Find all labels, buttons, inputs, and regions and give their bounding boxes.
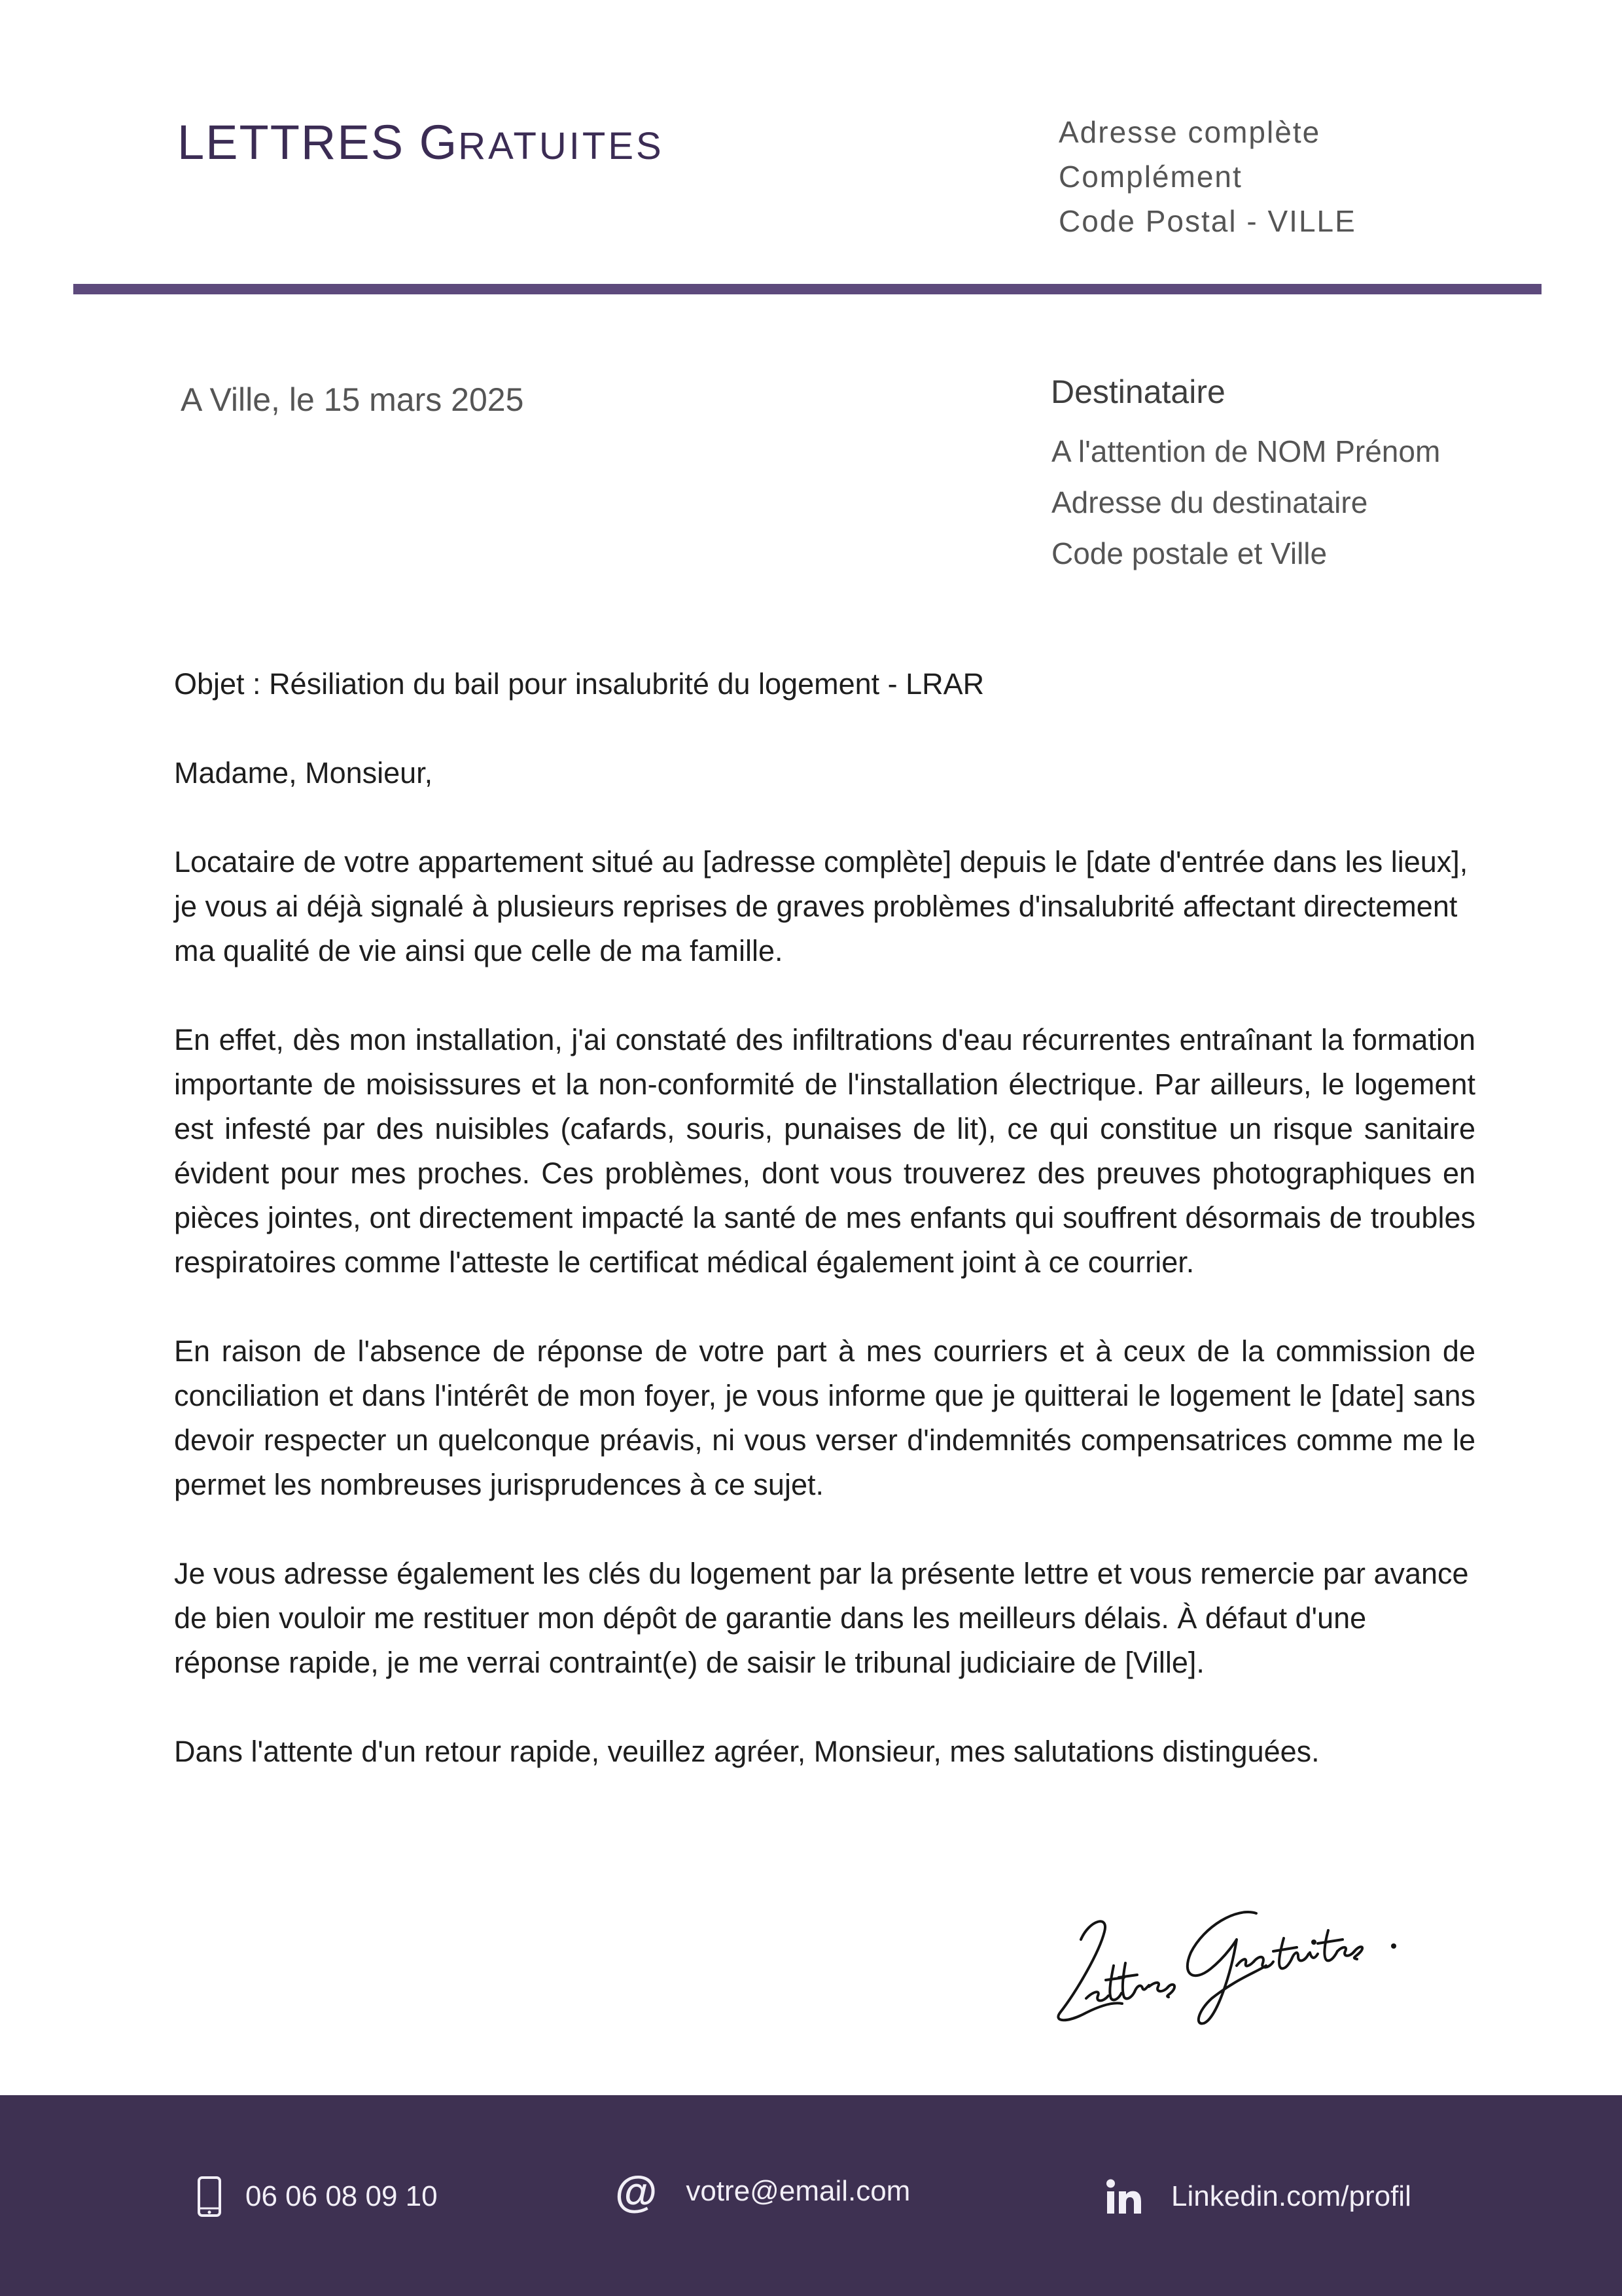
footer-email-text: votre@email.com — [686, 2175, 911, 2207]
sender-address-line: Code Postal - VILLE — [1059, 204, 1356, 238]
letter-paragraph: Locataire de votre appartement situé au [adresse complète] depuis le [date d'entrée dans les lieux], je vous ai déjà signalé à plusieurs reprises de graves problèmes d'insalubrité affectant directement ma qualité de vie ainsi que celle de ma famille. — [174, 845, 1468, 967]
footer-linkedin-text: Linkedin.com/profil — [1171, 2180, 1411, 2212]
footer-email — [615, 2168, 910, 2214]
brand-second-rest: RATUITES — [458, 125, 664, 167]
letter-paragraph: Je vous adresse également les clés du logement par la présente lettre et vous remercie par avance de bien vouloir me restituer mon dépôt de garantie dans les meilleurs délais. À défaut d'une réponse rapide, je me verrai contraint(e) de saisir le tribunal judiciaire de [Ville]. — [174, 1557, 1469, 1679]
smartphone-icon — [196, 2176, 222, 2218]
brand-second-word — [419, 115, 664, 169]
footer-linkedin — [1106, 2174, 1411, 2219]
footer-contact-bar — [0, 2095, 1622, 2296]
sender-address — [1059, 110, 1517, 243]
sender-address-line: Complément — [1059, 160, 1243, 194]
recipient-line: Adresse du destinataire — [1051, 485, 1368, 519]
sender-address-line: Adresse complète — [1059, 115, 1321, 149]
letter-subject: Objet : Résiliation du bail pour insalubrité du logement - LRAR — [174, 667, 985, 701]
recipient-line: A l'attention de NOM Prénom — [1051, 434, 1441, 468]
recipient-address — [1051, 426, 1440, 579]
linkedin-icon — [1106, 2178, 1142, 2215]
at-sign-icon: @ — [615, 2167, 658, 2216]
recipient-line: Code postale et Ville — [1051, 536, 1328, 570]
letter-closing: Dans l'attente d'un retour rapide, veuillez agréer, Monsieur, mes salutations distinguées. — [174, 1735, 1320, 1768]
recipient-title: Destinataire — [1051, 374, 1225, 410]
header-divider — [73, 284, 1542, 294]
footer-phone — [196, 2174, 438, 2219]
brand-second-initial: G — [419, 115, 459, 169]
letter-body — [174, 662, 1475, 1818]
letter-paragraph: En effet, dès mon installation, j'ai constaté des infiltrations d'eau récurrentes entraînant la formation importante de moisissures et la non-conformité de l'installation électrique. Par ailleurs, le logement est infesté par des nuisibles (cafards, souris, punaises de lit), ce qui constitue un risque sanitaire évident pour mes proches. Ces problèmes, dont vous trouverez des preuves photographiques en pièces jointes, ont directement impacté la santé de mes enfants qui souffrent désormais de troubles respiratoires comme l'atteste le certificat médical également joint à ce courrier. — [174, 1023, 1475, 1279]
brand-logo-text — [177, 114, 664, 170]
date-line: A Ville, le 15 mars 2025 — [181, 381, 524, 418]
footer-phone-text: 06 06 08 09 10 — [245, 2180, 438, 2212]
letter-salutation: Madame, Monsieur, — [174, 756, 433, 790]
brand-first-word: LETTRES — [177, 115, 405, 169]
letter-paragraph: En raison de l'absence de réponse de votre part à mes courriers et à ceux de la commission de conciliation et dans l'intérêt de mon foyer, je vous informe que je quitterai le logement le [date] sans devoir respecter un quelconque préavis, ni vous verser d'indemnités compensatrices comme me le permet les nombreuses jurisprudences à ce sujet. — [174, 1334, 1475, 1501]
handwritten-signature — [1040, 1868, 1433, 2038]
